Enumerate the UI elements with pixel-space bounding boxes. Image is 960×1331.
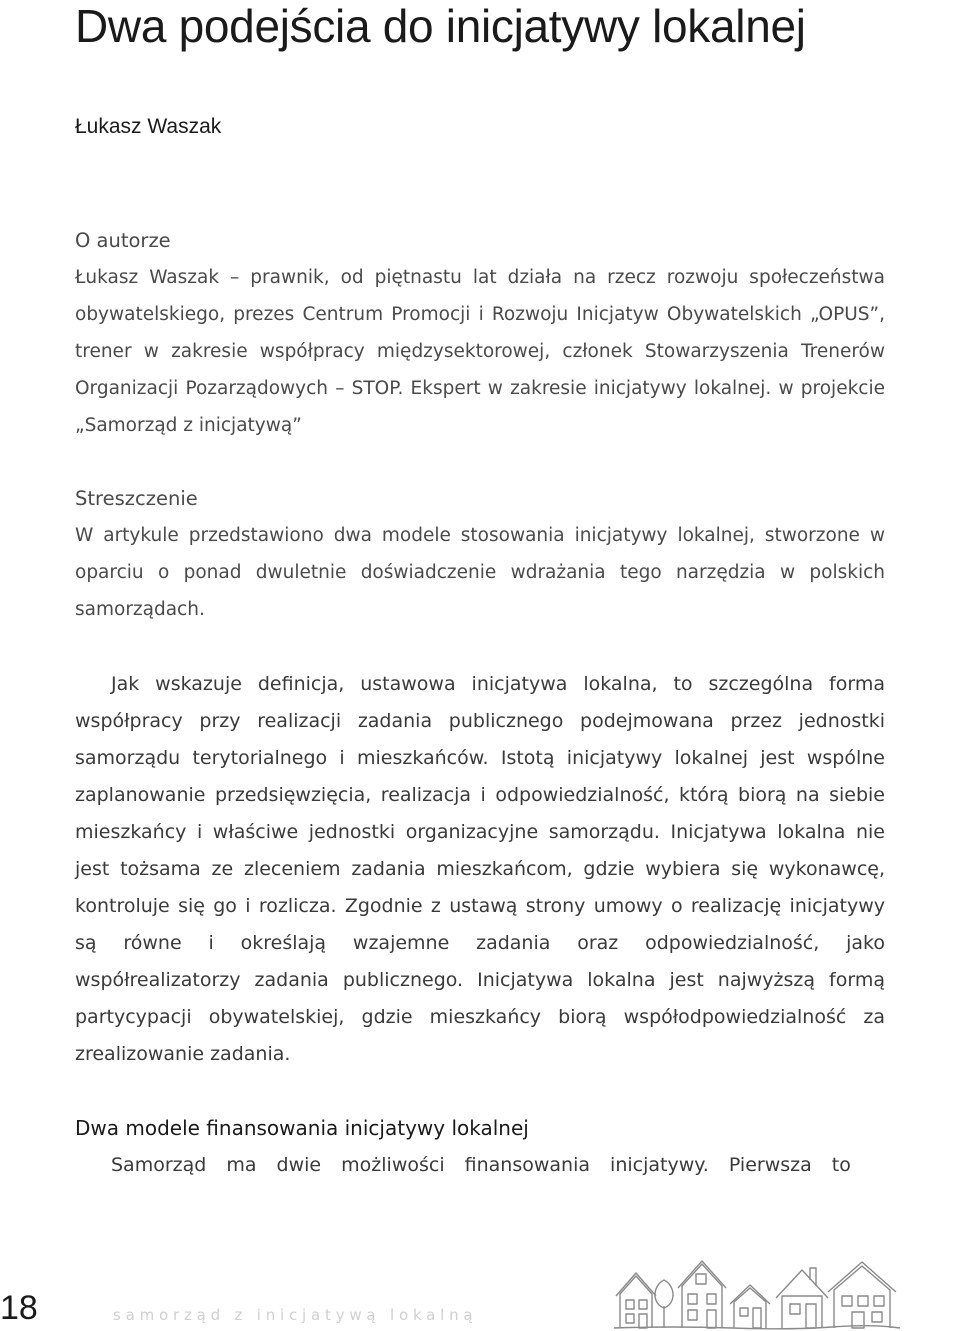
body-paragraph: Jak wskazuje definicja, ustawowa inicjatywa lokalna, to szczególna forma współpracy przy realizacji zadania publicznego podejmowana przez jednostki samorządu terytorialnego i mieszkańców. Istotą inicjatywy lokalnej jest wspólne zaplanowanie przedsięwzięcia, realizacja i odpowiedzialność, którą biorą na siebie mieszkańcy i właściwe jednostki organizacyjne samorządu. Inicjatywa lokalna nie jest tożsama ze zleceniem zadania mieszkańcom, gdzie wybiera się wykonawcę, kontroluje się go i rozlicza. Zgodnie z ustawą strony umowy o realizację inicjatywy są równe i określają wzajemne zadania oraz odpowiedzialność, jako współrealizatorzy zadania publicznego. Inicjatywa lokalna jest najwyższą formą partycypacji obywatelskiej, gdzie mieszkańcy biorą współodpowiedzialność za zrealizowanie zadania. [75, 673, 885, 1065]
body-paragraph: Samorząd ma dwie możliwości finansowania inicjatywy. Pierwsza to [111, 1154, 851, 1176]
section-heading: Dwa modele finansowania inicjatywy lokalnej [75, 1116, 529, 1140]
body-paragraph-2-container [75, 1147, 885, 1184]
summary-section [75, 480, 885, 628]
article-author: Łukasz Waszak [75, 115, 222, 138]
body-paragraph-1-container [75, 666, 885, 1073]
about-heading: O autorze [75, 229, 171, 252]
summary-text: W artykule przedstawiono dwa modele stosowania inicjatywy lokalnej, stworzone w oparciu o ponad dwuletnie doświadczenie wdrażania tego narzędzia w polskich samorządach. [75, 525, 885, 620]
houses-illustration-icon [612, 1246, 902, 1331]
about-text: Łukasz Waszak – prawnik, od piętnastu lat działa na rzecz rozwoju społeczeństwa obywatelskiego, prezes Centrum Promocji i Rozwoju Inicjatyw Obywatelskich „OPUS”, trener w zakresie współpracy międzysektorowej, członek Stowarzyszenia Trenerów Organizacji Pozarządowych – STOP. Ekspert w zakresie inicjatywy lokalnej. w projekcie „Samorząd z inicjatywą” [75, 267, 885, 436]
article-title: Dwa podejścia do inicjatywy lokalnej [75, 0, 806, 52]
about-author-section [75, 222, 885, 444]
summary-heading: Streszczenie [75, 487, 198, 510]
running-footer-title: samorząd z inicjatywą lokalną [113, 1306, 478, 1324]
page-number: 18 [0, 1289, 38, 1327]
